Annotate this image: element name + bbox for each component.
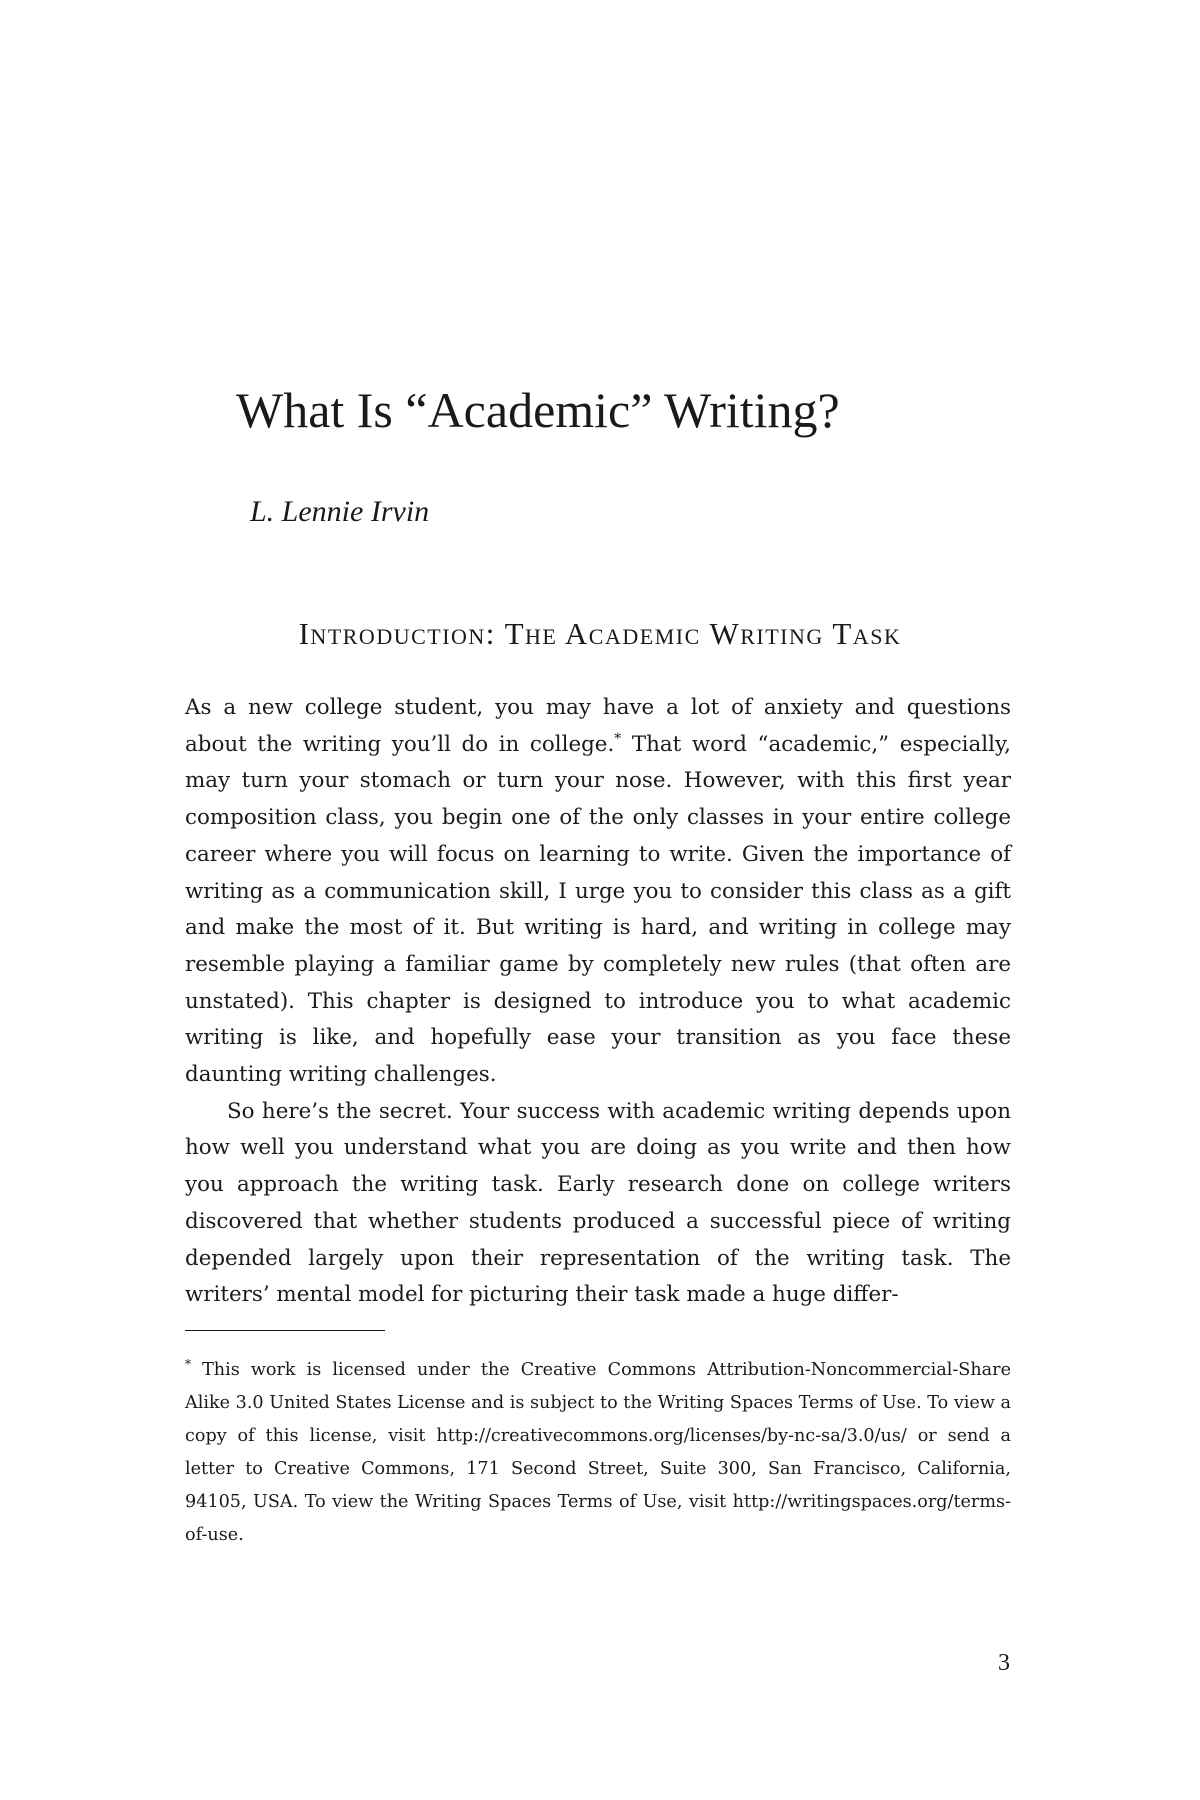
footnote xyxy=(185,1354,1011,1551)
footnote-text: This work is licensed under the Creative Commons Attribution-Noncommercial-Share Alike 3.0 United States License and is subject to the Writing Spaces Terms of Use. To view a copy of this license, visit http://​creativecommons.org/licenses/by-nc-sa/3.0/us/ or send a letter to Creative Commons, 171 Second Street, Suite 300, San Francisco, California, 94105, USA. To view the Writing Spaces Terms of Use, visit http://writingspaces.​org/terms-of-use. xyxy=(185,1360,1011,1545)
paragraph-secret: So here’s the secret. Your success with academic writing depends upon how well you understand what you are doing as you write and then how you approach the writing task. Early research done on college writers discovered that whether students produced a successful piece of writing depended largely upon their representation of the writing task. The writers’ mental model for picturing their task made a huge differ- xyxy=(185,1098,1011,1308)
footnote-marker: * xyxy=(185,1357,191,1372)
author-name: L. Lennie Irvin xyxy=(250,495,430,528)
footnote-reference[interactable]: * xyxy=(614,730,622,747)
section-heading: Introduction: The Academic Writing Task xyxy=(298,616,902,651)
paragraph-intro-text-start: As a new college student, you may have a lot of anxiety and questions about the writing you’ll do in college. xyxy=(185,695,1011,757)
paragraph-intro xyxy=(185,690,1011,1094)
chapter-title: What Is “Academic” Writing? xyxy=(236,382,840,438)
page-number: 3 xyxy=(998,1650,1010,1676)
paragraph-intro-text-end: That word “academic,” especially, may turn your stomach or turn your nose. However, with this first year composition class, you begin one of the only classes in your entire college career where you will focus on learning to write. Given the importance of writing as a communication skill, I urge you to consider this class as a gift and make the most of it. But writing is hard, and writing in college may resemble playing a familiar game by completely new rules (that often are unstated). This chapter is designed to introduce you to what academic writing is like, and hopefully ease your transition as you face these daunting writing challenges. xyxy=(185,731,1011,1088)
footnote-divider xyxy=(185,1330,385,1331)
body-text xyxy=(185,690,1011,1314)
